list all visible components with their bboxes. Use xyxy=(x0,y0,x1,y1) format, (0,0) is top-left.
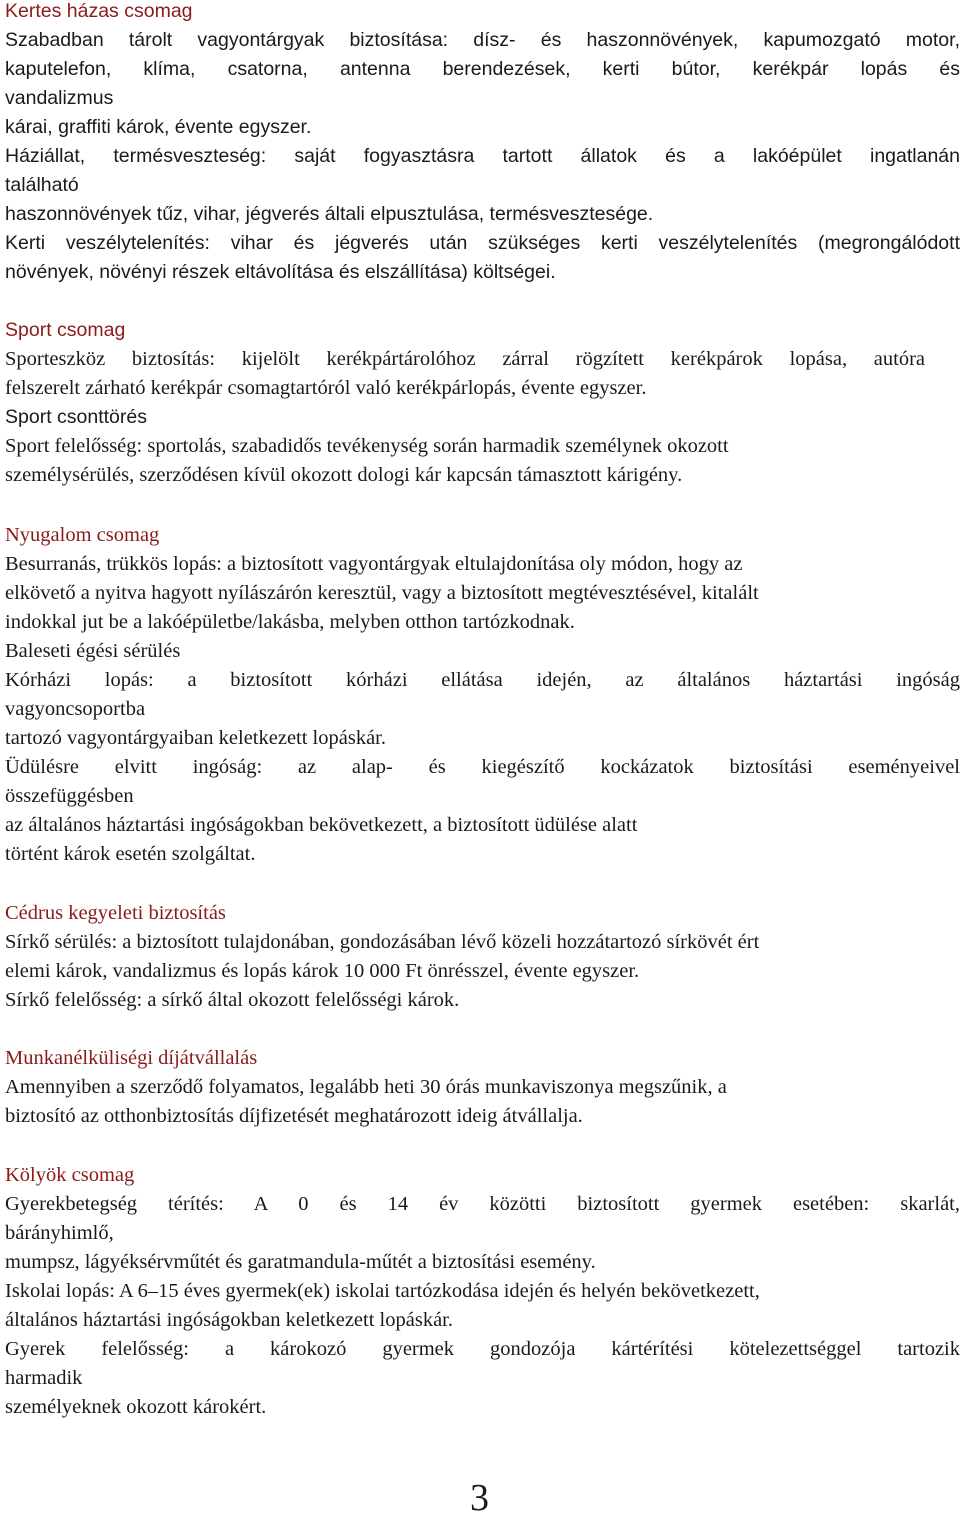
paragraph-line: Szabadban tárolt vagyontárgyak biztosítása: dísz- és haszonnövények, kapumozgató motor, xyxy=(5,29,960,51)
paragraph-line: elemi károk, vandalizmus és lopás károk 10 000 Ft önrésszel, évente egyszer. xyxy=(5,960,640,982)
section-heading: Nyugalom csomag xyxy=(5,524,160,546)
paragraph-line: Kórházi lopás: a biztosított kórházi ellátása idején, az általános háztartási ingóság xyxy=(5,669,960,691)
paragraph-line: mumpsz, lágyéksérvműtét és garatmandula-műtét a biztosítási esemény. xyxy=(5,1251,596,1273)
section-cedrus xyxy=(5,899,960,1015)
paragraph-line: biztosító az otthonbiztosítás díjfizetését meghatározott ideig átvállalja. xyxy=(5,1105,583,1127)
paragraph-line: harmadik xyxy=(5,1367,83,1389)
paragraph-line: Sport felelősség: sportolás, szabadidős tevékenység során harmadik személynek okozott xyxy=(5,435,729,457)
paragraph-line: történt károk esetén szolgáltat. xyxy=(5,843,256,865)
paragraph-line: Kerti veszélytelenítés: vihar és jégverés után szükséges kerti veszélytelenítés (megrongálódott xyxy=(5,232,960,254)
paragraph-line: az általános háztartási ingóságokban bekövetkezett, a biztosított üdülése alatt xyxy=(5,814,638,836)
section-nyugalom xyxy=(5,521,960,869)
paragraph-line: kárai, graffiti károk, évente egyszer. xyxy=(5,116,312,138)
paragraph-line: személysérülés, szerződésen kívül okozott dologi kár kapcsán támasztott kárigény. xyxy=(5,464,683,486)
paragraph-line: elkövető a nyitva hagyott nyílászárón keresztül, vagy a biztosított megtévesztésével, kitalált xyxy=(5,582,759,604)
paragraph-line: tartozó vagyontárgyaiban keletkezett lopáskár. xyxy=(5,727,387,749)
paragraph-line: összefüggésben xyxy=(5,785,134,807)
paragraph-line: Iskolai lopás: A 6–15 éves gyermek(ek) iskolai tartózkodása idején és helyén bekövetkezett, xyxy=(5,1280,760,1302)
paragraph-line: vagyoncsoportba xyxy=(5,698,146,720)
paragraph-line: személyeknek okozott károkért. xyxy=(5,1396,267,1418)
paragraph-line: Sport csonttörés xyxy=(5,406,147,428)
paragraph-line: haszonnövények tűz, vihar, jégverés általi elpusztulása, termésvesztesége. xyxy=(5,203,654,225)
paragraph-line: található xyxy=(5,174,79,196)
paragraph-line: indokkal jut be a lakóépületbe/lakásba, melyben otthon tartózkodnak. xyxy=(5,611,575,633)
section-kolyok xyxy=(5,1161,960,1422)
paragraph-line: bárányhimlő, xyxy=(5,1222,114,1244)
section-munkanelkulisegi xyxy=(5,1044,960,1131)
section-heading: Kölyök csomag xyxy=(5,1164,135,1186)
section-kertes-hazas xyxy=(5,0,960,287)
paragraph-line: Besurranás, trükkös lopás: a biztosított vagyontárgyak eltulajdonítása oly módon, hogy az xyxy=(5,553,743,575)
page-number: 3 xyxy=(470,1477,489,1519)
paragraph-line: Amennyiben a szerződő folyamatos, legalább heti 30 órás munkaviszonya megszűnik, a xyxy=(5,1076,727,1098)
paragraph-line: felszerelt zárható kerékpár csomagtartóról való kerékpárlopás, évente egyszer. xyxy=(5,377,647,399)
paragraph-line: Sírkő sérülés: a biztosított tulajdonában, gondozásában lévő közeli hozzátartozó sírkövét ért xyxy=(5,931,760,953)
paragraph-line: Baleseti égési sérülés xyxy=(5,640,181,662)
paragraph-line: Háziállat, termésveszteség: saját fogyasztásra tartott állatok és a lakóépület ingatlanán xyxy=(5,145,960,167)
paragraph-line: általános háztartási ingóságokban keletkezett lopáskár. xyxy=(5,1309,453,1331)
paragraph-line: vandalizmus xyxy=(5,87,114,109)
paragraph-line: növények, növényi részek eltávolítása és elszállítása) költségei. xyxy=(5,261,556,283)
paragraph-line: Gyerek felelősség: a károkozó gyermek gondozója kártérítési kötelezettséggel tartozik xyxy=(5,1338,960,1360)
section-sport xyxy=(5,316,925,490)
paragraph-line: Sírkő felelősség: a sírkő által okozott felelősségi károk. xyxy=(5,989,460,1011)
section-heading: Cédrus kegyeleti biztosítás xyxy=(5,902,226,924)
paragraph-line: Üdülésre elvitt ingóság: az alap- és kiegészítő kockázatok biztosítási eseményeivel xyxy=(5,756,960,778)
paragraph-line: Gyerekbetegség térítés: A 0 és 14 év közötti biztosított gyermek esetében: skarlát, xyxy=(5,1193,960,1215)
paragraph-line: kaputelefon, klíma, csatorna, antenna berendezések, kerti bútor, kerékpár lopás és xyxy=(5,58,960,80)
section-heading: Sport csomag xyxy=(5,319,126,341)
section-heading: Kertes házas csomag xyxy=(5,0,193,22)
section-heading: Munkanélküliségi díjátvállalás xyxy=(5,1047,258,1069)
paragraph-line: Sporteszköz biztosítás: kijelölt kerékpártárolóhoz zárral rögzített kerékpárok lopása, autóra xyxy=(5,348,925,370)
